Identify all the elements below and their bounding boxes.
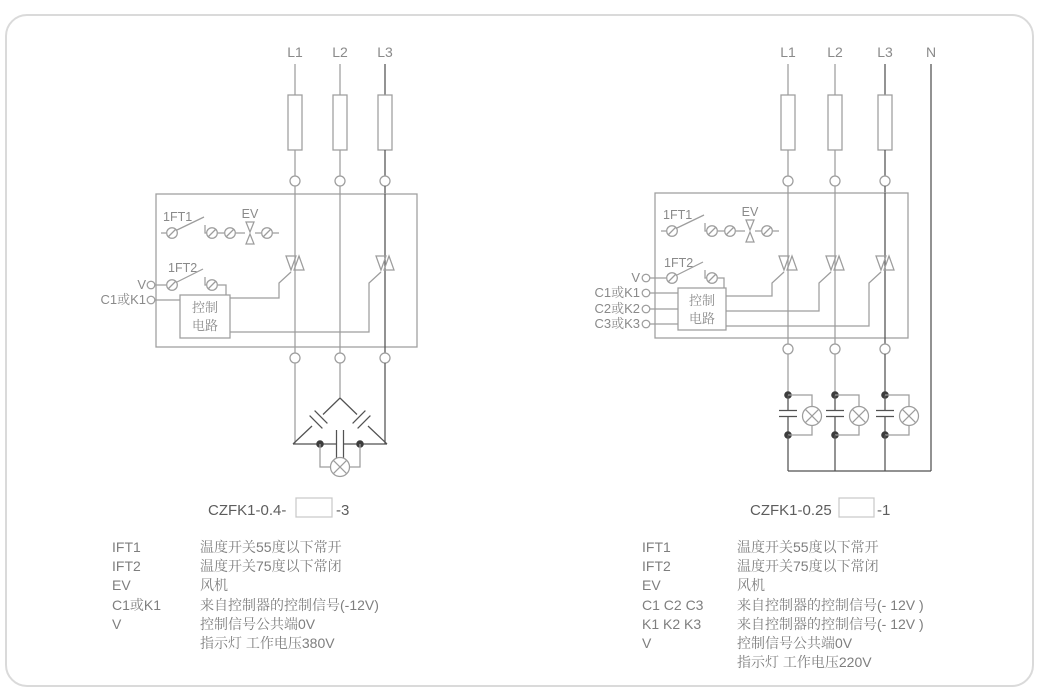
lamp-icon (803, 407, 822, 426)
control-box-label-1: 控制 (688, 293, 716, 308)
ft2-control-branch (594, 256, 726, 331)
terminal-circle (880, 344, 890, 354)
legend-term: V (112, 615, 122, 632)
ft2-label: 1FT2 (168, 261, 198, 275)
legend-term: IFT1 (642, 539, 671, 555)
c1-terminal-label: C1或K1 (100, 292, 146, 307)
model-suffix: -1 (877, 502, 891, 519)
legend-desc: 控制信号公共端0V (737, 635, 853, 652)
ft2-control-branch (100, 261, 230, 338)
internal-phase-lines (295, 194, 385, 347)
lamp-icon (850, 407, 869, 426)
ev-label: EV (741, 205, 759, 219)
screw-terminal-icon (167, 280, 178, 291)
control-box-label-2: 电路 (191, 318, 219, 333)
supply-lines (288, 64, 392, 194)
c1-terminal-label: C1或K1 (594, 285, 640, 300)
terminal-circle (830, 344, 840, 354)
ft1-fan-branch (161, 207, 279, 244)
fuse-icon (781, 95, 795, 150)
legend-desc: 温度开关75度以下常闭 (737, 558, 879, 575)
screw-terminal-icon (207, 280, 218, 291)
legend-desc: 来自控制器的控制信号(-12V) (200, 596, 379, 613)
gate-wires (230, 272, 381, 332)
internal-phase-lines (788, 193, 885, 338)
fuse-icon (878, 95, 892, 150)
output-terminals (783, 338, 890, 354)
legend-left (112, 538, 379, 653)
terminal-circle (380, 176, 390, 186)
screw-terminal-icon (762, 226, 773, 237)
legend-row (112, 538, 379, 557)
delta-capacitor-bank (293, 398, 387, 458)
screw-terminal-icon (207, 228, 218, 239)
input-terminal (642, 289, 650, 297)
model-designation (208, 498, 349, 519)
legend-desc: 控制信号公共端0V (200, 615, 316, 632)
legend-term: IFT2 (642, 558, 671, 575)
screw-terminal-icon (725, 226, 736, 237)
terminal-circle (783, 176, 793, 186)
screw-terminal-icon (167, 228, 178, 239)
legend-row (642, 596, 924, 615)
v-terminal-label: V (631, 270, 640, 285)
phase-label-l3: L3 (877, 44, 893, 60)
legend-desc: 来自控制器的控制信号(- 12V ) (737, 596, 924, 613)
legend-term: IFT2 (112, 558, 141, 575)
legend-desc: 来自控制器的控制信号(- 12V ) (737, 615, 924, 632)
fuse-icon (333, 95, 347, 150)
legend-desc: 指示灯 工作电压220V (737, 654, 872, 671)
terminal-circle (335, 176, 345, 186)
v-terminal-label: V (137, 277, 146, 292)
fuse-icon (828, 95, 842, 150)
indicator-lamp-branch (320, 444, 360, 477)
legend-right (642, 538, 924, 672)
ft1-fan-branch (661, 205, 779, 242)
screw-terminal-icon (225, 228, 236, 239)
ft1-label: 1FT1 (163, 210, 193, 224)
output-terminals (290, 347, 390, 444)
legend-row (642, 576, 924, 595)
input-terminal (642, 274, 650, 282)
legend-desc: 温度开关75度以下常闭 (200, 558, 342, 575)
legend-row (112, 634, 379, 653)
legend-row (642, 615, 924, 634)
legend-row (112, 576, 379, 595)
right-circuit (594, 44, 936, 519)
terminal-circle (380, 353, 390, 363)
lamp-icon (331, 458, 350, 477)
legend-term: IFT1 (112, 539, 141, 555)
legend-desc: 温度开关55度以下常开 (200, 539, 342, 555)
terminal-circle (880, 176, 890, 186)
input-terminal (147, 296, 155, 304)
lamp-icon (900, 407, 919, 426)
fan-icon (246, 222, 254, 244)
phase-label-l3: L3 (377, 44, 393, 60)
legend-term: K1 K2 K3 (642, 615, 702, 632)
control-box-label-2: 电路 (688, 311, 716, 326)
screw-terminal-icon (667, 226, 678, 237)
legend-desc: 温度开关55度以下常开 (737, 539, 879, 555)
ft1-label: 1FT1 (663, 208, 693, 222)
legend-row (642, 653, 924, 672)
control-box-label-1: 控制 (191, 300, 219, 315)
left-circuit (100, 44, 417, 519)
legend-row (112, 596, 379, 615)
legend-row (642, 538, 924, 557)
phase-label-l2: L2 (332, 44, 348, 60)
ft2-label: 1FT2 (664, 256, 694, 270)
legend-term: V (642, 635, 652, 652)
legend-term: C1 C2 C3 (642, 596, 704, 613)
legend-row (112, 615, 379, 634)
input-terminal (642, 305, 650, 313)
legend-row (642, 557, 924, 576)
terminal-circle (830, 176, 840, 186)
phase-label-l2: L2 (827, 44, 843, 60)
fuse-icon (378, 95, 392, 150)
legend-term: C1或K1 (112, 596, 162, 613)
fuse-icon (288, 95, 302, 150)
legend-desc: 指示灯 工作电压380V (200, 635, 335, 652)
screw-terminal-icon (667, 273, 678, 284)
terminal-circle (290, 353, 300, 363)
legend-row (642, 634, 924, 653)
model-designation (750, 498, 890, 519)
model-prefix: CZFK1-0.25 (750, 502, 832, 519)
model-blank-box (296, 498, 332, 517)
legend-term (112, 634, 200, 653)
c3-terminal-label: C3或K3 (594, 316, 640, 331)
phase-label-l1: L1 (780, 44, 796, 60)
legend-term: EV (112, 577, 131, 594)
fan-icon (746, 220, 754, 242)
input-terminal (147, 281, 155, 289)
phase-label-l1: L1 (287, 44, 303, 60)
gate-wires (726, 272, 881, 326)
input-terminal (642, 320, 650, 328)
terminal-circle (335, 353, 345, 363)
model-prefix: CZFK1-0.4- (208, 502, 287, 519)
phase-label-n: N (925, 44, 937, 60)
screw-terminal-icon (707, 273, 718, 284)
legend-desc: 风机 (200, 577, 228, 594)
screw-terminal-icon (262, 228, 273, 239)
legend-row (112, 557, 379, 576)
terminal-circle (290, 176, 300, 186)
model-suffix: -3 (336, 502, 350, 519)
ev-label: EV (241, 207, 259, 221)
terminal-circle (783, 344, 793, 354)
legend-desc: 风机 (737, 577, 765, 594)
c2-terminal-label: C2或K2 (594, 301, 640, 316)
model-blank-box (839, 498, 874, 517)
capacitor-lamp-bank (779, 354, 931, 471)
legend-term: EV (642, 577, 661, 594)
screw-terminal-icon (707, 226, 718, 237)
legend-term (642, 653, 737, 672)
